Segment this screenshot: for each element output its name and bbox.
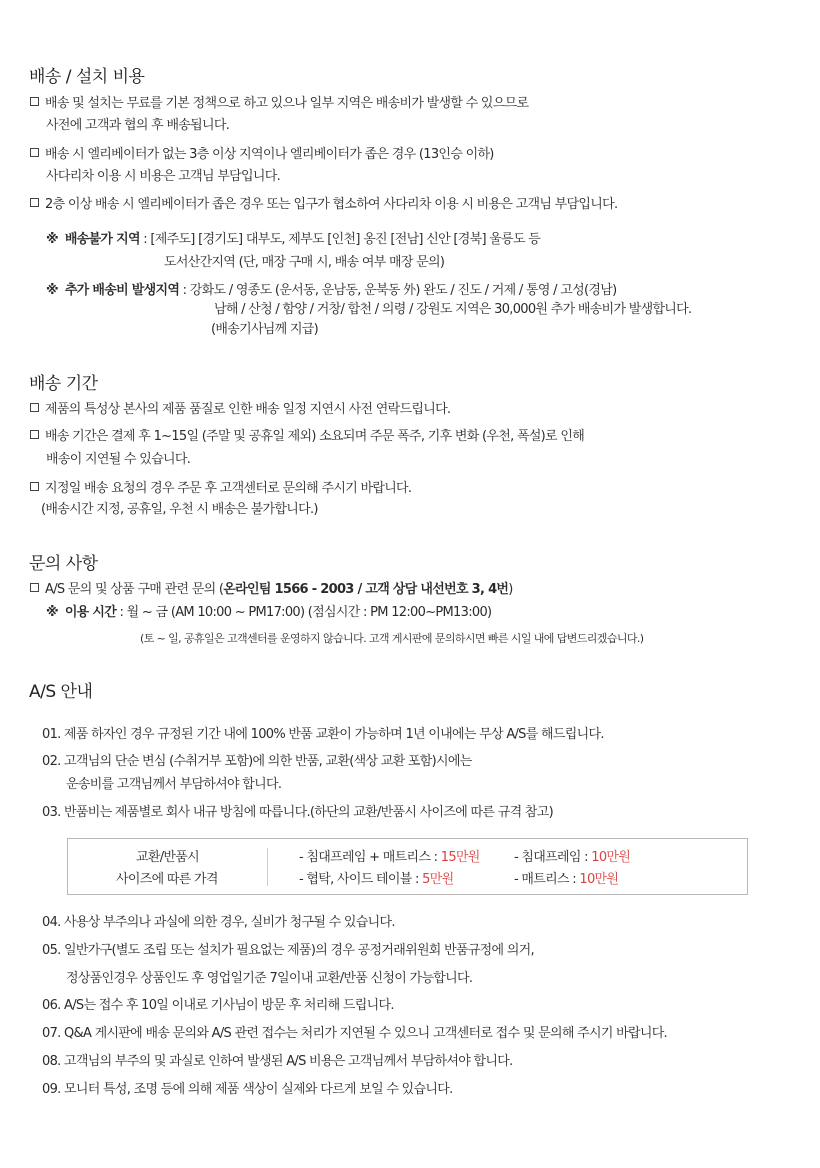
hours-label: 이용 시간 bbox=[64, 605, 117, 620]
fee-table-divider bbox=[267, 848, 268, 886]
bullet-square-icon bbox=[30, 198, 39, 207]
period-item-2: 배송 기간은 결제 후 1~15일 (주말 및 공휴일 제외) 소요되며 주문 폭주, 기후 변화 (우천, 폭설)로 인해 bbox=[30, 429, 584, 445]
item-number: 02. bbox=[42, 754, 61, 769]
as-item-04: 04. 사용상 부주의나 과실에 의한 경우, 실비가 청구될 수 있습니다. bbox=[42, 915, 395, 930]
period-item-3-cont: (배송시간 지정, 공휴일, 우천 시 배송은 불가합니다.) bbox=[41, 502, 318, 517]
fee-table-label-line2: 사이즈에 따른 가격 bbox=[116, 872, 218, 887]
bullet-square-icon bbox=[30, 403, 39, 412]
fee-price: 10만원 bbox=[579, 872, 619, 887]
note-mark: ※ bbox=[46, 605, 58, 620]
extra-fee-note-cont2: (배송기사님께 지급) bbox=[211, 322, 319, 337]
item-number: 06. bbox=[42, 998, 61, 1013]
fee-frame-mattress: - 침대프레임 + 매트리스 : 15만원 bbox=[299, 850, 480, 865]
shipping-item-3: 2층 이상 배송 시 엘리베이터가 좁은 경우 또는 입구가 협소하여 사다리차 이용 시 비용은 고객님 부담입니다. bbox=[30, 197, 617, 213]
item-number: 08. bbox=[42, 1054, 61, 1069]
bullet-square-icon bbox=[30, 482, 39, 491]
item-number: 07. bbox=[42, 1026, 61, 1041]
extra-fee-note: ※ 추가 배송비 발생지역 : 강화도 / 영종도 (운서동, 운남동, 운북동 外) 완도 / 진도 / 거제 / 통영 / 고성(경남) bbox=[46, 283, 617, 298]
fee-price: 10만원 bbox=[591, 850, 631, 865]
shipping-item-1: 배송 및 설치는 무료를 기본 정책으로 하고 있으나 일부 지역은 배송비가 발생할 수 있으므로 bbox=[30, 96, 528, 112]
as-item-09: 09. 모니터 특성, 조명 등에 의해 제품 색상이 실제와 다르게 보일 수 있습니다. bbox=[42, 1082, 453, 1097]
period-item-1: 제품의 특성상 본사의 제품 품질로 인한 배송 일정 지연시 사전 연락드립니다. bbox=[30, 402, 450, 418]
inquiry-hours: ※ 이용 시간 : 월 ~ 금 (AM 10:00 ~ PM17:00) (점심시간 : PM 12:00~PM13:00) bbox=[46, 605, 492, 620]
item-number: 05. bbox=[42, 943, 61, 958]
shipping-title: 배송 / 설치 비용 bbox=[29, 67, 145, 87]
as-item-02-cont: 운송비를 고객님께서 부담하셔야 합니다. bbox=[66, 777, 282, 792]
return-fee-table bbox=[67, 838, 748, 895]
as-item-02: 02. 고객님의 단순 변심 (수취거부 포함)에 의한 반품, 교환(색상 교환 포함)시에는 bbox=[42, 754, 472, 769]
item-number: 01. bbox=[42, 727, 61, 742]
as-item-03: 03. 반품비는 제품별로 회사 내규 방침에 따릅니다.(하단의 교환/반품시 사이즈에 따른 규격 참고) bbox=[42, 805, 553, 820]
no-delivery-note-cont: 도서산간지역 (단, 매장 구매 시, 배송 여부 매장 문의) bbox=[164, 255, 445, 270]
shipping-item-2-cont: 사다리차 이용 시 비용은 고객님 부담입니다. bbox=[46, 169, 281, 184]
bullet-square-icon bbox=[30, 97, 39, 106]
shipping-item-2: 배송 시 엘리베이터가 없는 3층 이상 지역이나 엘리베이터가 좁은 경우 (13인승 이하) bbox=[30, 147, 494, 163]
as-item-06: 06. A/S는 접수 후 10일 이내로 기사님이 방문 후 처리해 드립니다. bbox=[42, 998, 394, 1013]
as-item-05: 05. 일반가구(별도 조립 또는 설치가 필요없는 제품)의 경우 공정거래위원회 반품규정에 의거, bbox=[42, 943, 534, 958]
no-delivery-note: ※ 배송불가 지역 : [제주도] [경기도] 대부도, 제부도 [인천] 옹진 [전남] 신안 [경북] 울릉도 등 bbox=[46, 232, 541, 247]
fee-side-table: - 협탁, 사이드 테이블 : 5만원 bbox=[299, 872, 454, 887]
note-mark: ※ bbox=[46, 232, 58, 247]
as-item-08: 08. 고객님의 부주의 및 과실로 인하여 발생된 A/S 비용은 고객님께서 부담하셔야 합니다. bbox=[42, 1054, 513, 1069]
period-title: 배송 기간 bbox=[29, 374, 98, 394]
item-number: 03. bbox=[42, 805, 61, 820]
bullet-square-icon bbox=[30, 430, 39, 439]
bullet-square-icon bbox=[30, 583, 39, 592]
as-item-05-cont: 정상품인경우 상품인도 후 영업일기준 7일이내 교환/반품 신청이 가능합니다. bbox=[66, 971, 473, 986]
period-item-3: 지정일 배송 요청의 경우 주문 후 고객센터로 문의해 주시기 바랍니다. bbox=[30, 481, 411, 497]
phone-number: 온라인팀 1566 - 2003 / 고객 상담 내선번호 3, 4번 bbox=[223, 582, 509, 597]
inquiry-note: (토 ~ 일, 공휴일은 고객센터를 운영하지 않습니다. 고객 게시판에 문의하시면 빠른 시일 내에 답변드리겠습니다.) bbox=[140, 632, 644, 645]
extra-fee-note-cont: 남해 / 산청 / 함양 / 거창/ 합천 / 의령 / 강원도 지역은 30,000원 추가 배송비가 발생합니다. bbox=[214, 302, 692, 317]
inquiry-title: 문의 사항 bbox=[29, 554, 98, 574]
fee-price: 15만원 bbox=[440, 850, 480, 865]
bullet-square-icon bbox=[30, 148, 39, 157]
fee-frame: - 침대프레임 : 10만원 bbox=[514, 850, 631, 865]
fee-table-label-line1: 교환/반품시 bbox=[136, 850, 199, 865]
fee-price: 5만원 bbox=[422, 872, 454, 887]
shipping-item-1-cont: 사전에 고객과 협의 후 배송됩니다. bbox=[46, 118, 230, 133]
item-number: 04. bbox=[42, 915, 61, 930]
as-item-01: 01. 제품 하자인 경우 규정된 기간 내에 100% 반품 교환이 가능하며 1년 이내에는 무상 A/S를 해드립니다. bbox=[42, 727, 604, 742]
as-title: A/S 안내 bbox=[29, 682, 93, 702]
item-number: 09. bbox=[42, 1082, 61, 1097]
note-label: 추가 배송비 발생지역 bbox=[64, 283, 180, 298]
inquiry-line: A/S 문의 및 상품 구매 관련 문의 (온라인팀 1566 - 2003 / 고객 상담 내선번호 3, 4번) bbox=[30, 582, 513, 598]
period-item-2-cont: 배송이 지연될 수 있습니다. bbox=[46, 452, 191, 467]
note-label: 배송불가 지역 bbox=[64, 232, 140, 247]
as-item-07: 07. Q&A 게시판에 배송 문의와 A/S 관련 접수는 처리가 지연될 수 있으니 고객센터로 접수 및 문의해 주시기 바랍니다. bbox=[42, 1026, 667, 1041]
fee-mattress: - 매트리스 : 10만원 bbox=[514, 872, 619, 887]
note-mark: ※ bbox=[46, 283, 58, 298]
